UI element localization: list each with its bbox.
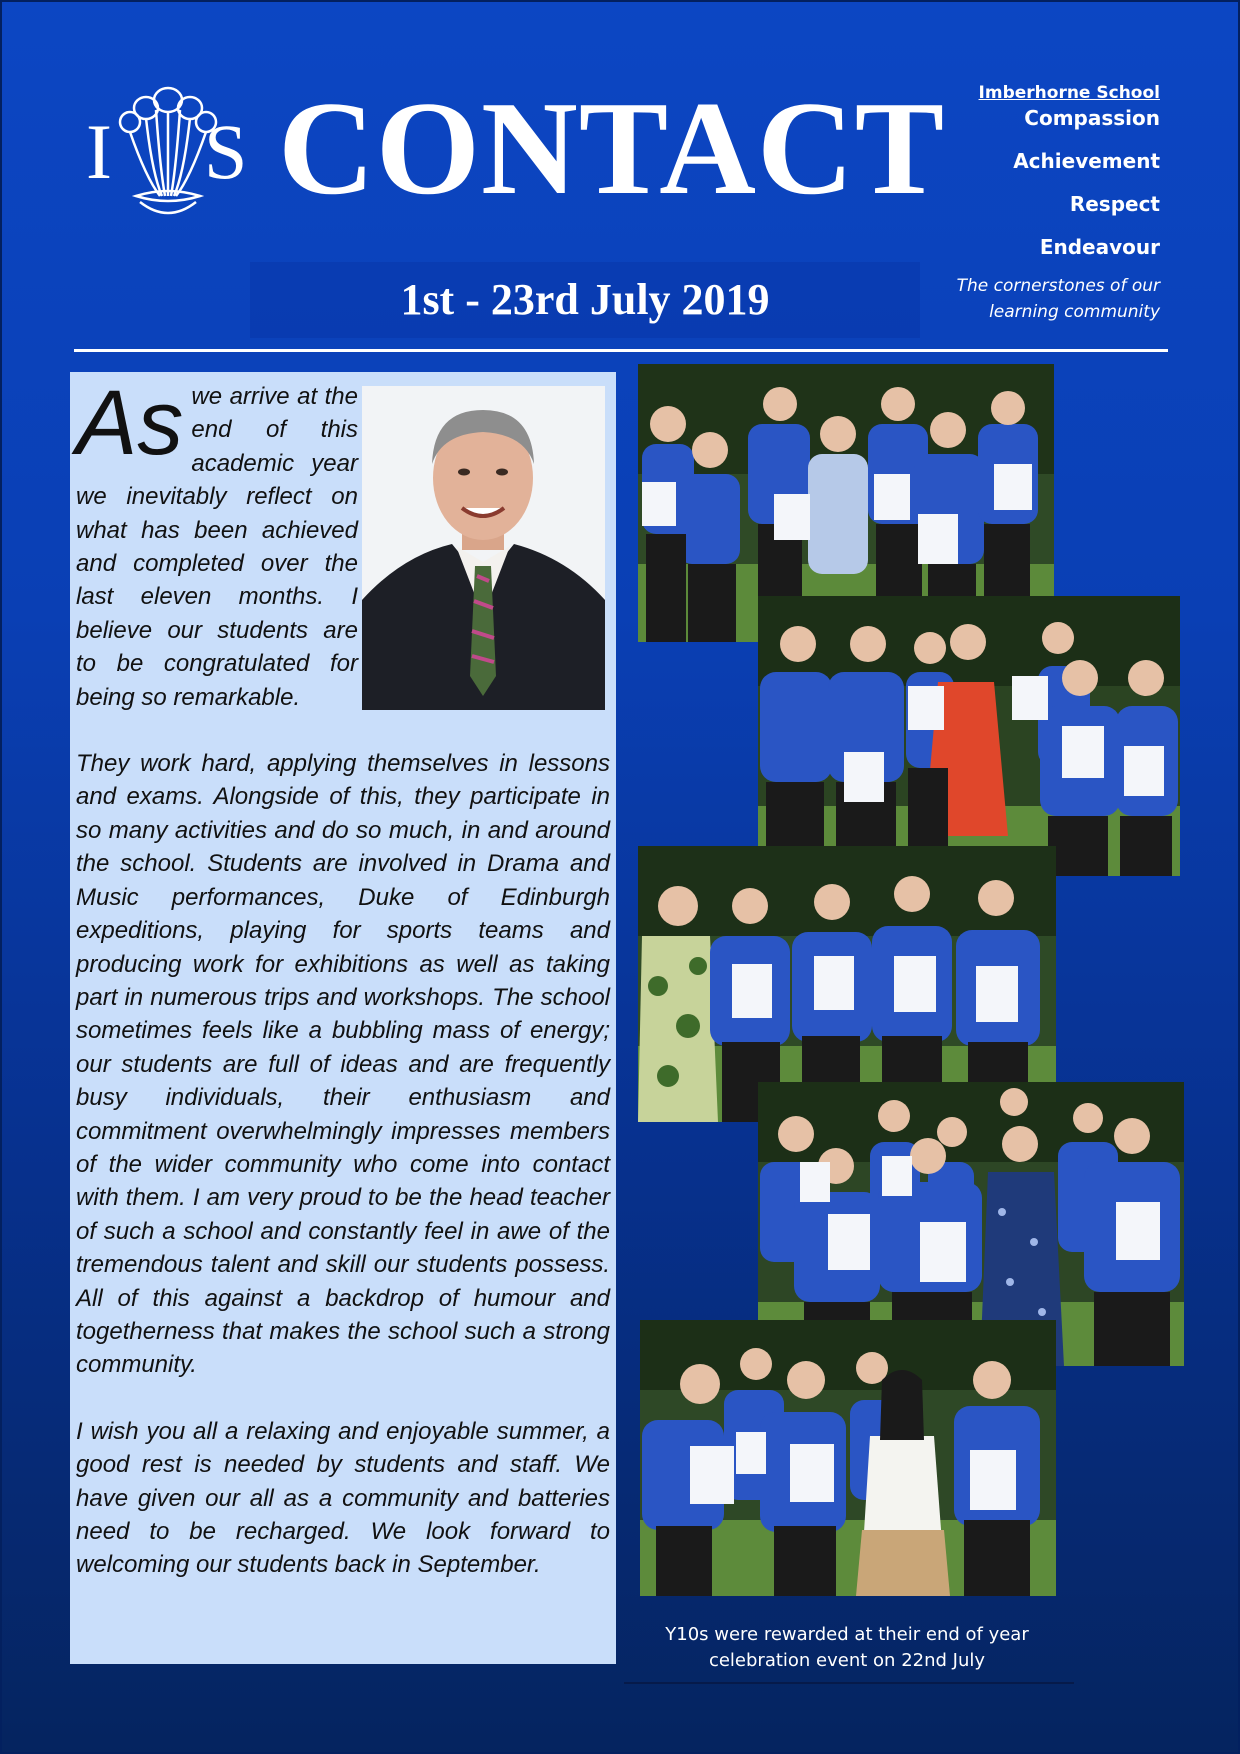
celebration-photo-5 xyxy=(640,1320,1056,1596)
motto xyxy=(900,273,1160,325)
drop-cap: As xyxy=(76,372,184,474)
school-crest-logo xyxy=(86,78,246,226)
letter-paragraph-2: They work hard, applying themselves in lessons and exams. Alongside of this, they participate in so many activities and do so much, in and around the school. Students are involved in Drama and Music performances, Duke of Edinburgh expeditions, playing for sports teams and producing work for exhibitions as well as taking part in numerous trips and workshops. The school sometimes feels like a bubbling mass of energy; our students are full of ideas and are frequently busy individuals, their enthusiasm and commitment overwhelmingly impresses members of the wider community who come into contact with them. I am very proud to be the head teacher of such a school and constantly feel in awe of the tremendous talent and skill our students possess. All of this against a backdrop of humour and togetherness that makes the school such a strong community. xyxy=(76,750,610,1379)
logo-letter-s: S xyxy=(204,108,246,195)
letter-body xyxy=(76,372,610,1615)
caption-underline xyxy=(624,1682,1074,1684)
motto-line-1: The cornerstones of our xyxy=(956,276,1160,296)
letter-paragraph-3: I wish you all a relaxing and enjoyable summer, a good rest is needed by students and staff. We have given our all as a community and batteries need to be recharged. We look forward to welcoming our students back in September. xyxy=(76,1417,610,1579)
value-compassion: Compassion xyxy=(1024,106,1160,130)
photo-caption-line-2: celebration event on 22nd July xyxy=(708,1650,986,1671)
celebration-photo-3 xyxy=(638,846,1056,1122)
value-endeavour: Endeavour xyxy=(1039,235,1160,259)
header-divider xyxy=(74,349,1168,352)
photo-caption xyxy=(622,1622,1072,1674)
feathers-icon xyxy=(120,88,216,213)
value-respect: Respect xyxy=(1069,192,1160,216)
photo-float-spacer xyxy=(358,380,610,710)
motto-line-2: learning community xyxy=(989,302,1160,322)
logo-letter-i: I xyxy=(86,108,112,195)
celebration-photo-2 xyxy=(758,596,1180,876)
values-panel xyxy=(900,82,1160,325)
masthead-title: CONTACT xyxy=(278,74,946,222)
photo-caption-line-1: Y10s were rewarded at their end of year xyxy=(665,1624,1029,1645)
value-achievement: Achievement xyxy=(1013,149,1160,173)
headteacher-letter xyxy=(70,372,616,1664)
school-name: Imberhorne School xyxy=(978,83,1160,103)
issue-date: 1st - 23rd July 2019 xyxy=(400,275,770,324)
letter-opening: we arrive at the end of this academic year we inevitably reflect on what has been achieved and completed over the last eleven months. I believe our students are to be congratulated for being so remarkable. xyxy=(76,383,358,711)
